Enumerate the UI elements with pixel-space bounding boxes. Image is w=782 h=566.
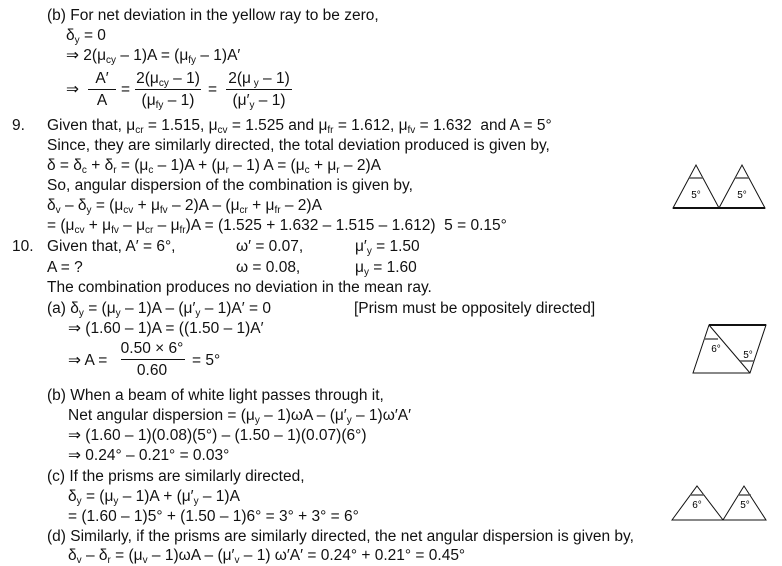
q10c-line2: $\delta_y = (\mu_y - 1)A + (\mu'_y - 1)A$ [68, 488, 240, 507]
q10-opposite-angle-left: 6° [711, 344, 721, 355]
q10a-frac-bar [121, 359, 185, 360]
q8b-frac3-bar [226, 89, 292, 90]
q10-similar-prism-diagram [670, 480, 782, 526]
q10-number: 10. [12, 238, 34, 255]
q10-similar-angle-left: 6° [692, 500, 702, 511]
q10a-note: [Prism must be oppositely directed] [354, 300, 596, 317]
q10b-line2: Net angular dispersion = $(\mu_y - 1)\omega A - (\mu'_y - 1)\omega'A'$ [68, 407, 411, 426]
q9-angle-left: 5° [691, 190, 701, 201]
q10a-line2: ⇒ (1.60 – 1)A = ((1.50 – 1)A′ [68, 320, 264, 337]
q8b-frac2-num: $2(\mu_{cy} - 1)$ [136, 70, 200, 89]
q9-line5: $\delta_v - \delta_y = (\mu_{cv} + \mu_{fv} - 2)A - (\mu_{cr} + \mu_{fr} - 2)A$ [47, 197, 322, 216]
q10b-line3: ⇒ (1.60 – 1)(0.08)(5°) – (1.50 – 1)(0.07)(6°) [68, 427, 367, 444]
q10-given-mu-prime: $\mu'_y = 1.50$ [355, 238, 420, 257]
q9-angle-right: 5° [737, 190, 747, 201]
q8b-delta-y-zero: $\delta_y = 0$ [66, 27, 106, 46]
q10a-frac-num: 0.50 × 6° [120, 340, 184, 357]
q10c-line3: = (1.60 – 1)5° + (1.50 – 1)6° = 3° + 3° = 6° [68, 508, 359, 525]
q10-opposite-angle-right: 5° [743, 350, 753, 361]
q8b-heading: (b) For net deviation in the yellow ray to be zero, [47, 7, 379, 24]
q9-line3: $\delta = \delta_c + \delta_r = (\mu_c - 1)A + (\mu_r - 1) A = (\mu_c + \mu_r - 2)A$ [47, 157, 381, 176]
q9-prism-diagram [670, 160, 782, 212]
q10-similar-angle-right: 5° [740, 500, 750, 511]
q10c-line1: (c) If the prisms are similarly directed, [47, 468, 305, 485]
q8b-frac2-bar [135, 89, 201, 90]
q9-line6: = $(\mu_{cv} + \mu_{fv} - \mu_{cr} - \mu_{fr})A = (1.525 + 1.632 - 1.515 - 1.612) 5 = 0.15^\circ$ [47, 217, 507, 236]
q10-given-a-prime: Given that, A′ = 6°, [47, 238, 176, 255]
q10-given-mu: $\mu_y = 1.60$ [355, 259, 417, 278]
q8b-frac1-bar [88, 89, 116, 90]
q10d-line2: $\delta_v - \delta_r = (\mu_v - 1)\omega A - (\mu'_v - 1) \omega'A' = 0.24^\circ + 0.21^\circ = 0.45^\circ$ [68, 547, 466, 566]
q10d-line1: (d) Similarly, if the prisms are similarly directed, the net angular dispersion is given by, [47, 528, 634, 545]
q9-line2: Since, they are similarly directed, the total deviation produced is given by, [47, 137, 550, 154]
q9-line4: So, angular dispersion of the combination is given by, [47, 177, 413, 194]
q10a-line3-prefix: ⇒ A = [68, 352, 108, 369]
q10-opposite-prism-diagram [690, 320, 782, 376]
q10b-line4: ⇒ 0.24° – 0.21° = 0.03° [68, 447, 230, 464]
q8b-frac3-den: $(\mu'_y - 1)$ [232, 92, 286, 111]
q8b-eq1: = [121, 81, 131, 98]
q10a-frac-den: 0.60 [136, 362, 168, 379]
q10-given-omega: ω = 0.08, [236, 259, 301, 276]
q10b-line1: (b) When a beam of white light passes through it, [47, 387, 384, 404]
q10-given-omega-prime: ω′ = 0.07, [236, 238, 304, 255]
q10-given-a: A = ? [47, 259, 83, 276]
q8b-frac1-den: A [96, 92, 108, 109]
q8b-eq2: = [208, 81, 218, 98]
q10a-line1: (a) $\delta_y = (\mu_y - 1)A - (\mu'_y - 1)A' = 0$ [47, 300, 271, 319]
q8b-frac3-num: 2(μ $_y$ – 1) [228, 70, 290, 89]
q8b-frac1-num: A′ [95, 70, 109, 87]
q8b-implies: ⇒ [66, 81, 79, 98]
q8b-equation: ⇒ $2(\mu_{cy} - 1)A = (\mu_{fy} - 1)A'$ [66, 47, 241, 66]
q9-given: Given that, $\mu_{cr} = 1.515$, $\mu_{cv} = 1.525$ and $\mu_{fr} = 1.612$, $\mu_{fv} = 1.632$ and A = 5° [47, 117, 552, 136]
q10-mean-ray: The combination produces no deviation in the mean ray. [47, 279, 432, 296]
q9-number: 9. [12, 117, 25, 134]
q10a-line3-suffix: = 5° [192, 352, 221, 369]
q8b-frac2-den: $(\mu_{fy} - 1)$ [141, 92, 195, 111]
